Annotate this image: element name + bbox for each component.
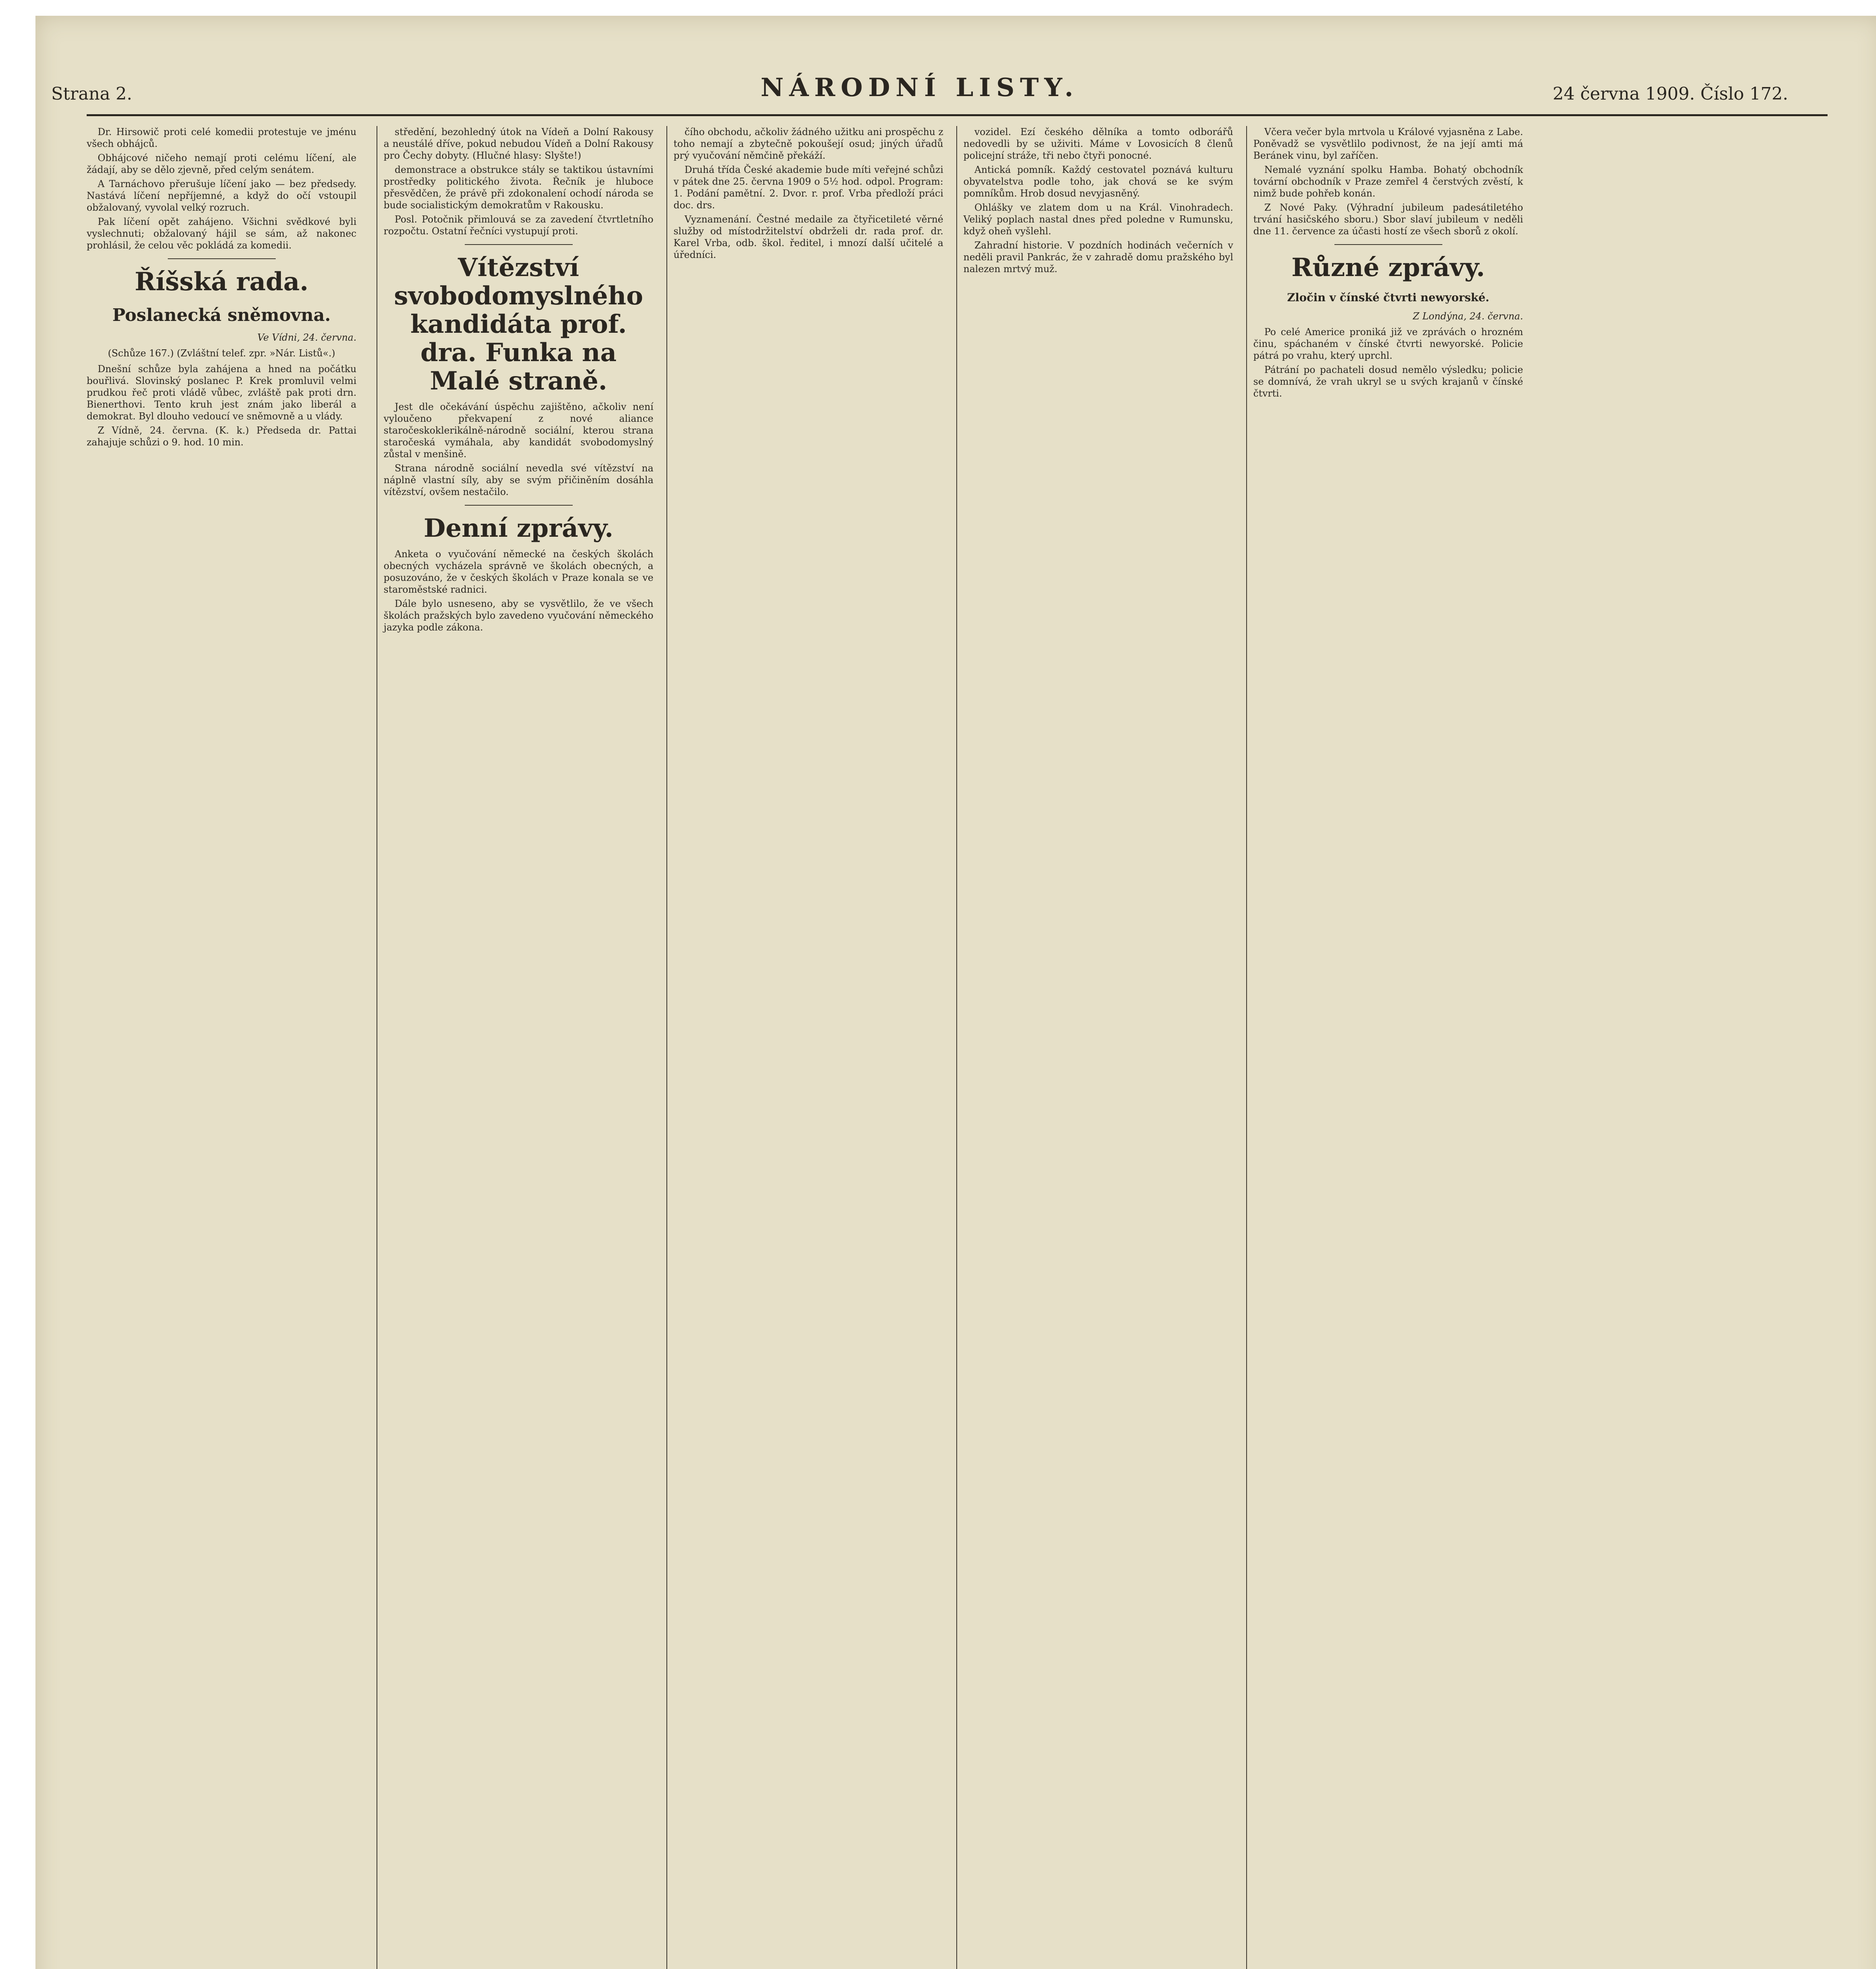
article-headline: Denní zprávy.: [423, 514, 614, 543]
paragraph: Druhá třída České akademie bude míti veřejné schůzi v pátek dne 25. června 1909 o 5½ hod. odpol. Program: 1. Podání pamětní. 2. Dvor. r. prof. Vrba předloží práci doc. drs.: [674, 164, 943, 211]
paragraph: Antická pomník. Každý cestovatel poznává kulturu obyvatelstva podle toho, jak chová se ke svým pomníkům. Hrob dosud nevyjasněný.: [963, 164, 1233, 199]
paragraph: Dále bylo usneseno, aby se vysvětlilo, že ve všech školách pražských bylo zavedeno vyučování německého jazyka podle zákona.: [384, 598, 653, 633]
column-1: [87, 126, 356, 1969]
column-4: [956, 126, 1233, 1969]
issue-date: 24 června 1909. Číslo 172.: [1553, 84, 1788, 104]
page-header: [51, 73, 1788, 108]
paragraph: Včera večer byla mrtvola u Králové vyjasněna z Labe. Poněvadž se vysvětlilo podivnost, že na její amti má Beránek vinu, byl zaříčen.: [1253, 126, 1523, 161]
section-divider: [465, 244, 573, 245]
paragraph: Zahradní historie. V pozdních hodinách večerních v neděli pravil Pankrác, že v zahradě domu pražského byl nalezen mrtvý muž.: [963, 240, 1233, 274]
article-headline: Vítězství svobodomyslného kandidáta prof. dra. Funka na Malé straně.: [394, 253, 643, 396]
header-rule: [87, 114, 1828, 116]
paragraph: A Tarnáchovo přerušuje líčení jako — bez předsedy. Nastává líčení nepříjemné, a když do očí vstoupil obžalovaný, vyvolal velký rozruch.: [87, 178, 356, 213]
paragraph: Anketa o vyučování německé na českých školách obecných vycházela správně ve školách obecných, a posuzováno, že v českých školách v Praze konala se ve staroměstské radnici.: [384, 549, 653, 595]
article-headline: Říšská rada.: [134, 267, 309, 297]
paragraph: Dr. Hirsowič proti celé komedii protestuje ve jménu všech obhájců.: [87, 126, 356, 149]
paragraph: Z Vídně, 24. června. (K. k.) Předseda dr. Pattai zahajuje schůzi o 9. hod. 10 min.: [87, 425, 356, 448]
article-dateline: Ve Vídni, 24. června.: [257, 332, 356, 343]
section-divider: [465, 505, 573, 506]
paragraph: demonstrace a obstrukce stály se taktikou ústavními prostředky politického života. Řečník je hluboce přesvědčen, že právě při zdokonalení ochodí národa se bude socialistickým demokratům v Rakousku.: [384, 164, 653, 211]
column-5: [1246, 126, 1523, 1969]
article-headline: Různé zprávy.: [1291, 253, 1485, 282]
paragraph: Obhájcové ničeho nemají proti celému líčení, ale žádají, aby se dělo zjevně, před celým senátem.: [87, 152, 356, 175]
paragraph: Vyznamenání. Čestné medaile za čtyřicetileté věrné služby od místodržitelství obdrželi dr. rada prof. dr. Karel Vrba, odb. škol. ředitel, i mnozí další učitelé a úředníci.: [674, 214, 943, 260]
paragraph: Pak líčení opět zahájeno. Všichni svědkové byli vyslechnuti; obžalovaný hájil se sám, až nakonec prohlásil, že celou věc pokládá za komedii.: [87, 216, 356, 251]
paragraph: čího obchodu, ačkoliv žádného užitku ani prospěchu z toho nemají a zbytečně pokoušejí osud; jiných úřadů prý vyučování němčině překáží.: [674, 126, 943, 161]
masthead: NÁRODNÍ LISTY.: [761, 73, 1079, 102]
paragraph: Z Nové Paky. (Výhradní jubileum padesátiletého trvání hasičského sboru.) Sbor slaví jubileum v neděli dne 11. července za účasti hostí ze všech sborů z okolí.: [1253, 202, 1523, 237]
paragraph: Nemalé vyznání spolku Hamba. Bohatý obchodník tovární obchodník v Praze zemřel 4 čerstvých zvěstí, k nimž bude pohřeb konán.: [1253, 164, 1523, 199]
paragraph: Strana národně sociální nevedla své vítězství na náplně vlastní síly, aby se svým přičiněním dosáhla vítězství, ovšem nestačilo.: [384, 463, 653, 497]
paragraph: Po celé Americe proniká již ve zprávách o hrozném činu, spáchaném v čínské čtvrti newyorské. Policie pátrá po vrahu, který uprchl.: [1253, 326, 1523, 361]
article-meta: (Schůze 167.) (Zvláštní telef. zpr. »Nár. Listů«.): [108, 348, 336, 359]
article-subheadline: Poslanecká sněmovna.: [112, 305, 331, 325]
paragraph: Jest dle očekávání úspěchu zajištěno, ačkoliv není vyloučeno překvapení z nové aliance staročeskoklerikálně-národně sociální, kterou strana staročeská vymáhala, aby kandidát svobodomyslný zůstal v menšině.: [384, 401, 653, 460]
paragraph: Pátrání po pachateli dosud nemělo výsledku; policie se domnívá, že vrah ukryl se u svých krajanů v čínské čtvrti.: [1253, 364, 1523, 399]
paragraph: Dnešní schůze byla zahájena a hned na počátku bouřlivá. Slovinský poslanec P. Krek promluvil velmi prudkou řeč proti vládě vůbec, zvláště pak proti drn. Bienerthovi. Tento kruh jest znám jako liberál a demokrat. Byl dlouho vedoucí ve sněmovně a u vlády.: [87, 363, 356, 422]
paragraph: Ohlášky ve zlatem dom u na Král. Vinohradech. Veliký poplach nastal dnes před poledne v Rumunsku, když oheň vyšlehl.: [963, 202, 1233, 237]
column-3: [666, 126, 943, 1969]
column-2: [377, 126, 653, 1969]
columns: [87, 126, 1828, 1969]
page-number: Strana 2.: [51, 84, 132, 104]
paragraph: Posl. Potočnik přimlouvá se za zavedení čtvrtletního rozpočtu. Ostatní řečníci vystupují proti.: [384, 214, 653, 237]
article-dateline: Z Londýna, 24. června.: [1413, 311, 1523, 322]
section-divider: [168, 258, 276, 259]
article-subheadline: Zločin v čínské čtvrti newyorské.: [1287, 291, 1490, 304]
paragraph: středění, bezohledný útok na Vídeň a Dolní Rakousy a neustálé dříve, pokud nebudou Vídeň a Dolní Rakousy pro Čechy dobyty. (Hlučné hlasy: Slyšte!): [384, 126, 653, 161]
section-divider: [1334, 244, 1442, 245]
paragraph: vozidel. Ezí českého dělníka a tomto odborářů nedovedli by se uživiti. Máme v Lovosicích 8 členů policejní stráže, tři nebo čtyři ponocné.: [963, 126, 1233, 161]
